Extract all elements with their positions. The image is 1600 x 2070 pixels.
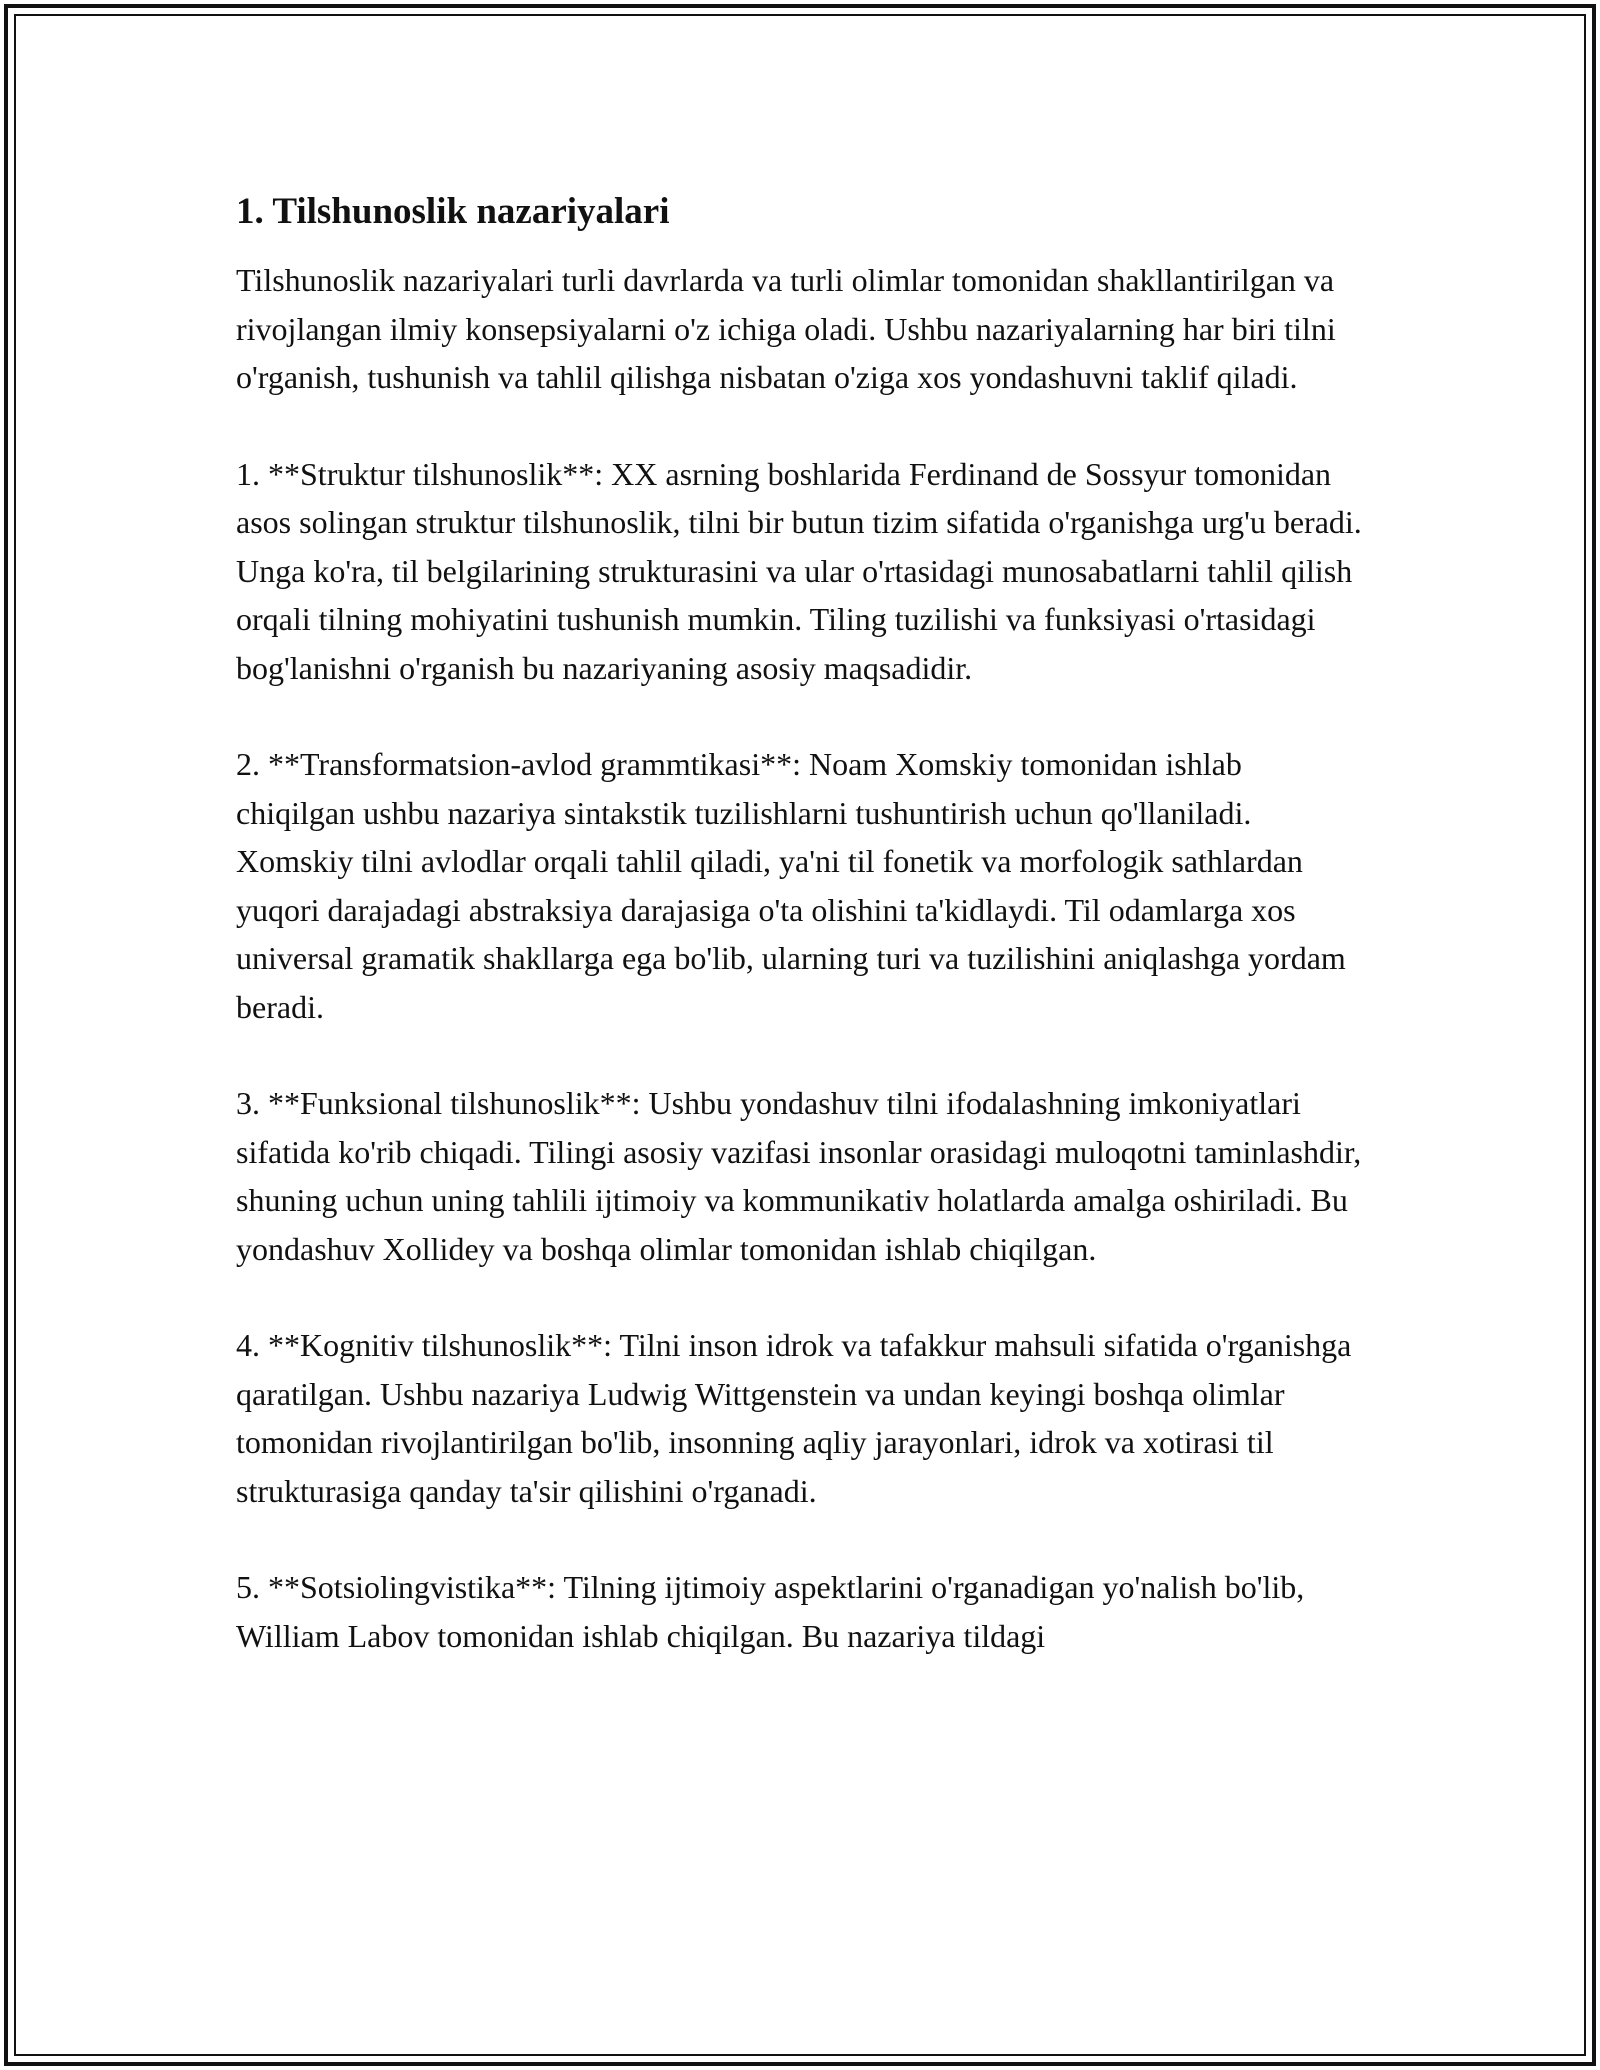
paragraph-sociolinguistics: 5. **Sotsiolingvistika**: Tilning ijtimoiy aspektlarini o'rganadigan yo'nalish bo'lib, William Labov tomonidan ishlab chiqilgan. Bu nazariya tildagi [236,1569,1305,1654]
paragraph-intro: Tilshunoslik nazariyalari turli davrlarda va turli olimlar tomonidan shakllantirilgan va rivojlangan ilmiy konsepsiyalarni o'z ichiga oladi. Ushbu nazariyalarning har biri tilni o'rganish, tushunish va tahlil qilishga nisbatan o'ziga xos yondashuvni taklif qiladi. [236,262,1336,395]
paragraph-transformational-grammar: 2. **Transformatsion-avlod grammtikasi**: Noam Xomskiy tomonidan ishlab chiqilgan ushbu nazariya sintakstik tuzilishlarni tushuntirish uchun qo'llaniladi. Xomskiy tilni avlodlar orqali tahlil qiladi, ya'ni til fonetik va morfologik sathlardan yuqori darajadagi abstraksiya darajasiga o'ta olishini ta'kidlaydi. Til odamlarga xos universal gramatik shakllarga ega bo'lib, ularning turi va tuzilishini aniqlashga yordam beradi. [236,746,1346,1025]
paragraph-cognitive-linguistics: 4. **Kognitiv tilshunoslik**: Tilni inson idrok va tafakkur mahsuli sifatida o'rganishga qaratilgan. Ushbu nazariya Ludwig Wittgenstein va undan keyingi boshqa olimlar tomonidan rivojlantirilgan bo'lib, insonning aqliy jarayonlari, idrok va xotirasi til strukturasiga qanday ta'sir qilishini o'rganadi. [236,1327,1352,1509]
document-body [236,190,1366,1708]
paragraph-structural-linguistics: 1. **Struktur tilshunoslik**: XX asrning boshlarida Ferdinand de Sossyur tomonidan asos solingan struktur tilshunoslik, tilni bir butun tizim sifatida o'rganishga urg'u beradi. Unga ko'ra, til belgilarining strukturasini va ular o'rtasidagi munosabatlarni tahlil qilish orqali tilning mohiyatini tushunish mumkin. Tiling tuzilishi va funksiyasi o'rtasidagi bog'lanishni o'rganish bu nazariyaning asosiy maqsadidir. [236,455,1362,686]
section-heading: 1. Tilshunoslik nazariyalari [236,191,670,232]
paragraph-functional-linguistics: 3. **Funksional tilshunoslik**: Ushbu yondashuv tilni ifodalashning imkoniyatlari sifatida ko'rib chiqadi. Tilingi asosiy vazifasi insonlar orasidagi muloqotni taminlashdir, shuning uchun uning tahlili ijtimoiy va kommunikativ holatlarda amalga oshiriladi. Bu yondashuv Xollidey va boshqa olimlar tomonidan ishlab chiqilgan. [236,1085,1362,1267]
